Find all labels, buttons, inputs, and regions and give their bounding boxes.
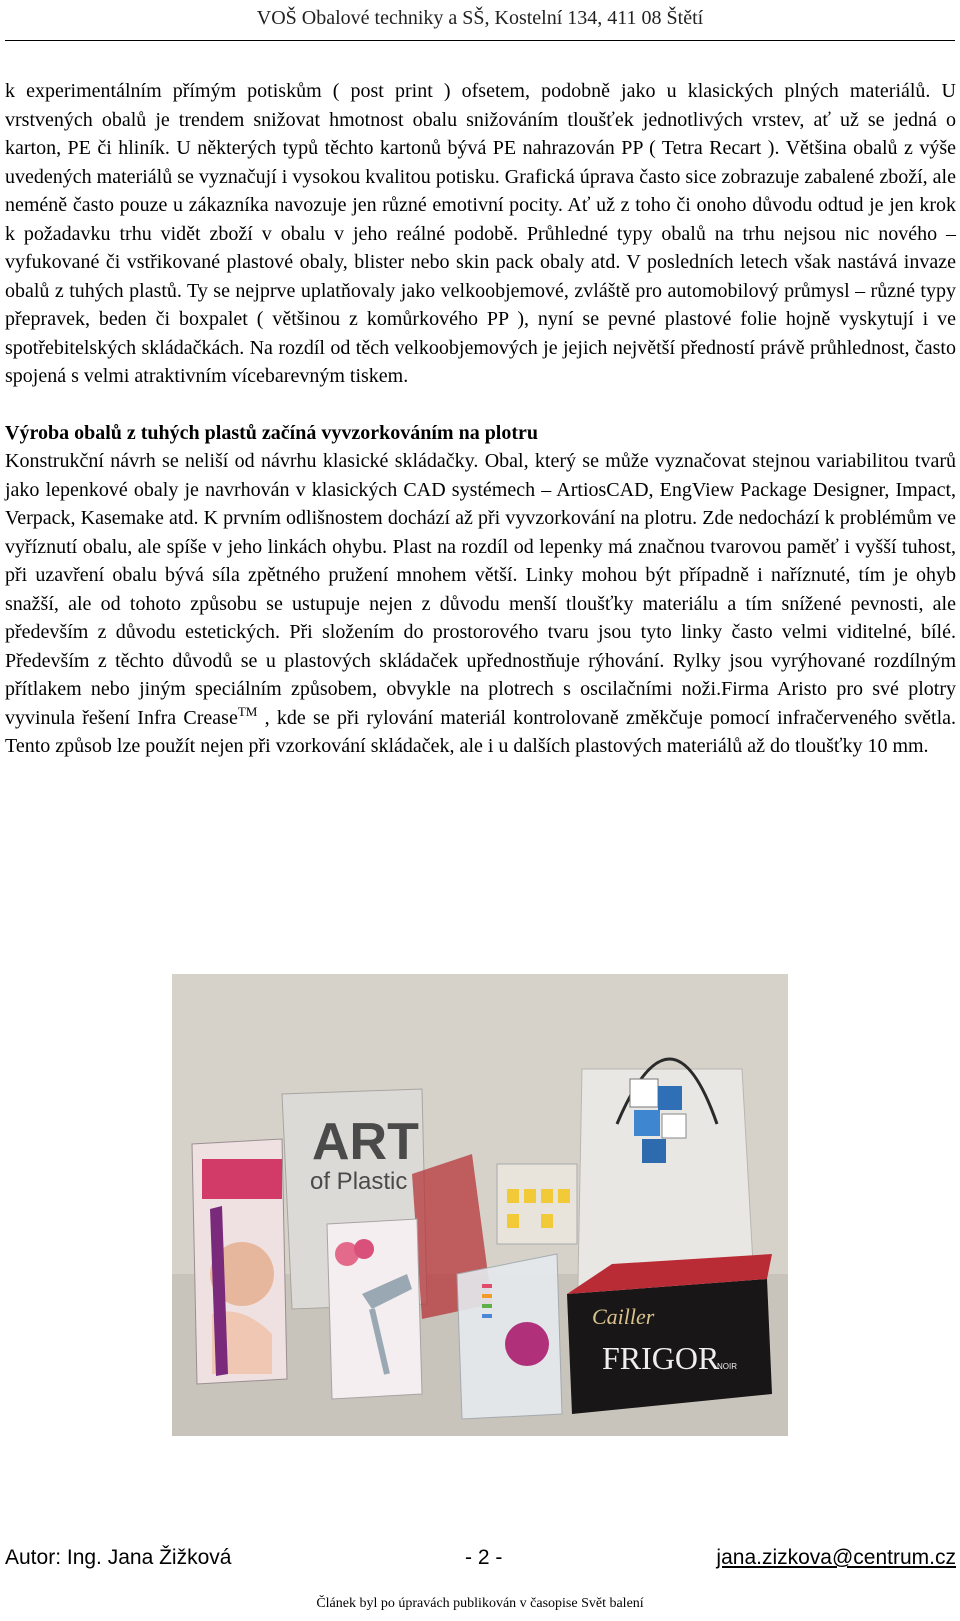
footer-page-number: - 2 - — [465, 1546, 503, 1569]
bag-text-plastic: of Plastic — [310, 1168, 408, 1195]
publication-note: Článek byl po úpravách publikován v časopise Svět balení — [316, 1596, 644, 1611]
cailler-frigor-box — [567, 1254, 772, 1414]
box-product-small-text: NOIR — [717, 1362, 737, 1371]
brush-box — [327, 1219, 422, 1399]
article-body — [5, 77, 956, 761]
packaging-photo — [172, 974, 788, 1436]
page-footer — [5, 1543, 956, 1573]
box-brand-text: Cailler — [592, 1304, 655, 1329]
trademark-mark: TM — [237, 703, 258, 719]
footer-email-link[interactable]: jana.zizkova@centrum.cz — [716, 1546, 956, 1569]
section-heading: Výroba obalů z tuhých plastů začíná vyvzorkováním na plotru — [5, 421, 539, 444]
paragraph-intro: k experimentálním přímým potiskům ( post print ) ofsetem, podobně jako u klasických plných materiálů. U vrstvených obalů je trendem snižovat hmotnost obalu snižováním tloušťek jednotlivých vrstev, ať už se jedná o karton, PE či hliník. U některých typů těchto kartonů bývá PE nahrazován PP ( Tetra Recart ). Většina obalů z výše uvedených materiálů se vyznačují i vysokou kvalitou potisku. Grafická úprava často sice zobrazuje zabalené zboží, ale neméně často pouze u zákazníka navozuje jen různé emotivní pocity. Ať už z toho či onoho důvodu odtud je jen krok k požadavku trhu vidět zboží v obalu v jeho reálné podobě. Průhledné typy obalů na trhu nejsou nic nového – vyfukované či vstřikované plastové obaly, blister nebo skin pack obaly atd. V posledních letech však nastává invaze obalů z tuhých plastů. Ty se nejprve uplatňovaly jako velkoobjemové, zvláště pro automobilový průmysl – různé typy přepravek, beden či boxpalet ( většinou z komůrkového PP ), nyní se pevné plastové folie hojně vyskytují i ve spotřebitelských skládačkách. Na rozdíl od těch velkoobjemových je jejich největší předností právě průhlednost, často spojená s velmi atraktivním vícebarevným tiskem. — [5, 80, 956, 387]
paragraph-gap — [5, 391, 956, 419]
cosmetic-box-left — [192, 1139, 287, 1384]
bag-text-art: ART — [312, 1113, 419, 1171]
paragraph-plotter — [5, 447, 956, 761]
lipstick-box — [457, 1254, 562, 1419]
yellow-items-box — [497, 1164, 577, 1244]
box-product-text: FRIGOR — [602, 1340, 720, 1376]
page-header: VOŠ Obalové techniky a SŠ, Kostelní 134, 411 08 Štětí — [256, 7, 704, 29]
paragraph-plotter-text-a: Konstrukční návrh se neliší od návrhu klasické skládačky. Obal, který se může vyznačovat stejnou variabilitou tvarů jako lepenkové obaly je navrhován v klasických CAD systémech – ArtiosCAD, EngView Package Designer, Impact, Verpack, Kasemake atd. K prvním odlišnostem dochází až při vyvzorkování na plotru. Zde nedochází k problémům ve vyříznutí obalu, ale spíše v jeho linkách ohybu. Plast na rozdíl od lepenky má značnou tvarovou paměť i vyšší tuhost, při uzavření obalu bývá síla zpětného pružení mnohem větší. Linky mohou být případně i naříznuté, tím je ohyb snažší, ale od tohoto způsobu se ustupuje nejen z důvodu menší tloušťky materiálu a tím snížené pevnosti, ale především z důvodu estetických. Při složením do prostorového tvaru jsou tyto linky často velmi viditelné, bílé. Především z těchto důvodů se u plastových skládaček upřednostňuje rýhování. Rylky jsou vyrýhované rozdílným přítlakem nebo jiným speciálním způsobem, obvykle na plotrech s oscilačními noži.Firma Aristo pro své plotry vyvinula řešení Infra Crease — [5, 450, 956, 729]
footer-author: Autor: Ing. Jana Žižková — [5, 1546, 232, 1569]
packaging-photo-illustration — [172, 974, 788, 1436]
paragraph-plotter-text-b: , kde se při rylování materiál kontrolovaně změkčuje pomocí infračerveného světla. Tento způsob lze použít nejen při vzorkování skládaček, ale i u dalších plastových materiálů až do tloušťky 10 mm. — [5, 706, 956, 757]
header-divider — [5, 40, 955, 41]
